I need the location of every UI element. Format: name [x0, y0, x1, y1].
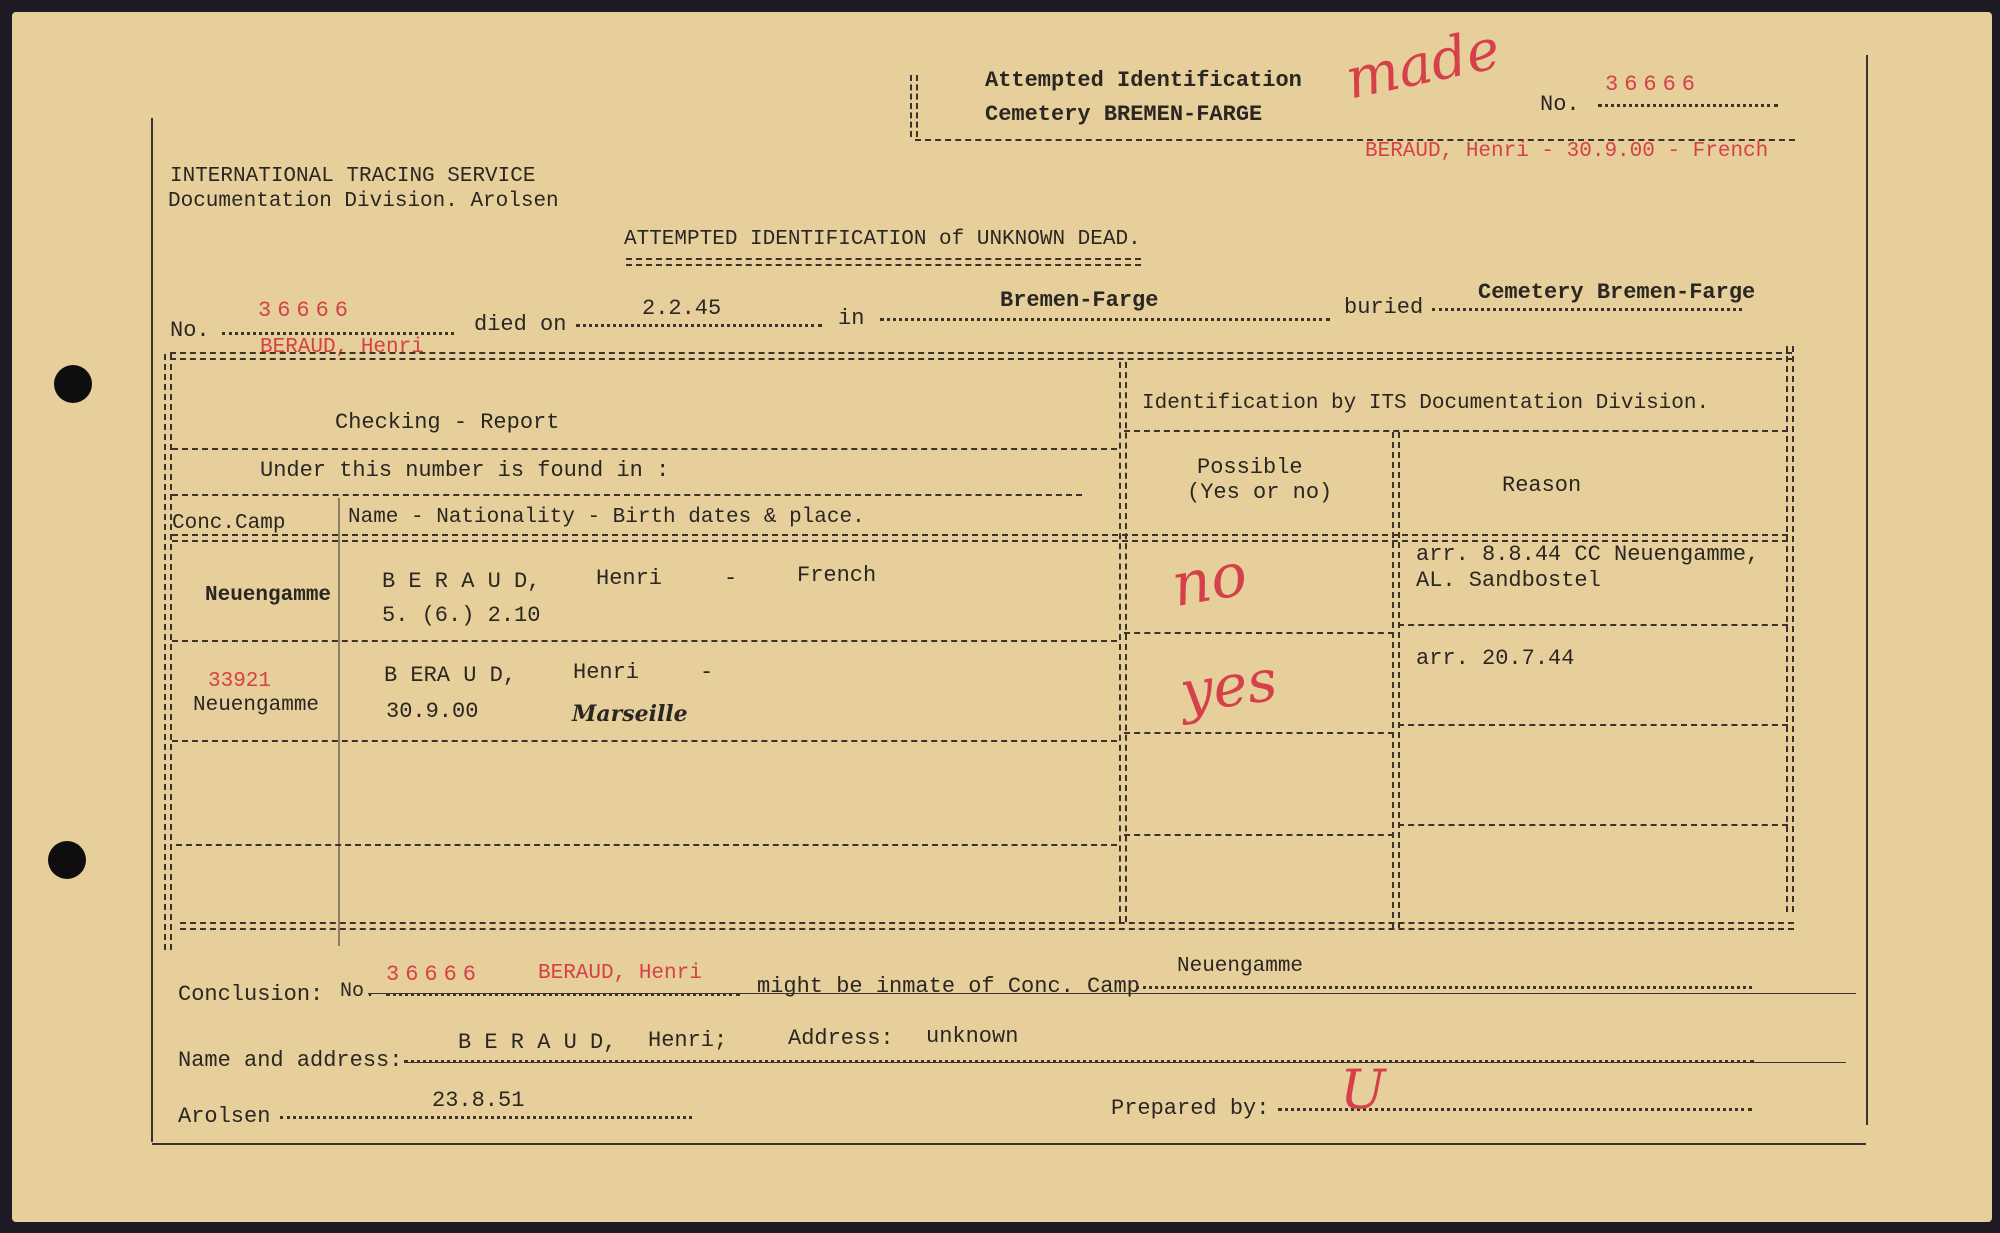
- table-top-border: [170, 352, 1792, 360]
- checking-report-header: Checking - Report: [335, 410, 560, 435]
- address-value: unknown: [926, 1024, 1019, 1049]
- in-label: in: [838, 306, 865, 331]
- under-number-line: [172, 494, 1082, 496]
- buried-dots: [1432, 308, 1742, 311]
- row1-reason-1: arr. 8.8.44 CC Neuengamme,: [1416, 542, 1760, 567]
- name-address-first: Henri;: [648, 1028, 728, 1053]
- header-no-value: 36666: [1605, 72, 1702, 97]
- address-label: Address:: [788, 1026, 894, 1051]
- buried-label: buried: [1344, 295, 1424, 320]
- row1-possible: no: [1166, 539, 1253, 621]
- prepared-by-initial: U: [1340, 1058, 1386, 1121]
- row1-camp: Neuengamme: [205, 584, 332, 607]
- header-subject-line: BERAUD, Henri - 30.9.00 - French: [1365, 140, 1769, 163]
- handwritten-mark: made: [1339, 16, 1506, 113]
- row2-reason-bottom-line: [1398, 724, 1788, 726]
- stamp-line-2: Cemetery BREMEN-FARGE: [985, 102, 1263, 127]
- column-header-line: [172, 534, 1788, 542]
- in-value: Bremen-Farge: [1000, 288, 1159, 313]
- name-address-name: B E R A U D,: [458, 1030, 617, 1055]
- row1-reason-2: AL. Sandbostel: [1416, 568, 1601, 593]
- conclusion-no-label: No.: [340, 980, 377, 1003]
- row2-camp-number: 33921: [208, 670, 272, 693]
- row1-first-name: Henri: [596, 566, 663, 591]
- table-camp-divider: [338, 498, 340, 946]
- died-on-label: died on: [474, 312, 567, 337]
- card-bottom-border: [152, 1143, 1866, 1145]
- record-no-dots: [222, 332, 454, 335]
- in-dots: [880, 318, 1330, 321]
- name-header: Name - Nationality - Birth dates & place.: [348, 506, 865, 529]
- conclusion-camp-dots: [1136, 986, 1752, 989]
- record-name: BERAUD, Henri: [260, 336, 424, 359]
- table-center-divider: [1119, 362, 1127, 922]
- row2-first-name: Henri: [573, 660, 640, 685]
- footer-place: Arolsen: [178, 1104, 271, 1129]
- row2-birth: 30.9.00: [386, 699, 479, 724]
- conc-camp-header: Conc.Camp: [172, 512, 286, 535]
- card-right-border: [1866, 55, 1868, 1125]
- table-reason-divider: [1392, 432, 1400, 928]
- row2-bottom-line: [172, 740, 1117, 742]
- row2-possible: yes: [1175, 645, 1282, 727]
- org-line-1: INTERNATIONAL TRACING SERVICE: [170, 165, 536, 188]
- row2-dash: -: [700, 660, 714, 685]
- row2-place: Marseille: [572, 701, 688, 727]
- buried-value: Cemetery Bremen-Farge: [1478, 280, 1756, 305]
- org-line-2: Documentation Division. Arolsen: [168, 190, 559, 213]
- row1-dash: -: [724, 566, 738, 591]
- row2-camp: Neuengamme: [193, 694, 320, 717]
- identification-header-line: [1124, 430, 1788, 432]
- conclusion-name: BERAUD, Henri: [538, 962, 702, 985]
- row1-nationality: French: [797, 563, 877, 588]
- record-no-value: 36666: [258, 298, 355, 323]
- stamp-box-left: [910, 75, 918, 137]
- stamp-line-1: Attempted Identification: [985, 68, 1302, 93]
- row2-name: B ERA U D,: [384, 663, 517, 688]
- row3-bottom-line: [176, 844, 1117, 846]
- possible-header-1: Possible: [1197, 455, 1303, 480]
- card-left-border: [151, 118, 153, 1142]
- row1-possible-bottom-line: [1124, 632, 1394, 634]
- page-title: ATTEMPTED IDENTIFICATION of UNKNOWN DEAD.: [624, 228, 1141, 251]
- died-on-value: 2.2.45: [642, 296, 722, 321]
- possible-header-2: (Yes or no): [1187, 480, 1333, 505]
- header-no-label: No.: [1540, 92, 1580, 117]
- died-on-dots: [576, 324, 822, 327]
- conclusion-label: Conclusion:: [178, 982, 324, 1007]
- punch-hole-bottom: [48, 841, 86, 879]
- punch-hole-top: [54, 365, 92, 403]
- prepared-by-label: Prepared by:: [1111, 1096, 1270, 1121]
- footer-date: 23.8.51: [432, 1088, 525, 1113]
- checking-report-line: [172, 448, 1117, 450]
- header-no-dots: [1598, 104, 1778, 107]
- row1-bottom-line: [172, 640, 1117, 642]
- footer-date-dots: [280, 1116, 692, 1119]
- conclusion-underline: [368, 993, 1856, 994]
- conclusion-no-value: 36666: [386, 962, 483, 987]
- row1-reason-bottom-line: [1398, 624, 1788, 626]
- conclusion-camp: Neuengamme: [1177, 955, 1304, 978]
- reason-header: Reason: [1502, 473, 1582, 498]
- name-address-underline: [404, 1062, 1846, 1063]
- row1-name: B E R A U D,: [382, 569, 541, 594]
- row1-birth: 5. (6.) 2.10: [382, 603, 541, 628]
- table-left-border: [164, 354, 172, 950]
- row2-possible-bottom-line: [1124, 732, 1394, 734]
- row3-reason-bottom-line: [1398, 824, 1788, 826]
- table-bottom-border: [180, 922, 1794, 930]
- conclusion-might-be: might be inmate of Conc. Camp: [757, 974, 1140, 999]
- record-no-label: No.: [170, 318, 210, 343]
- row2-reason-1: arr. 20.7.44: [1416, 646, 1575, 671]
- row3-possible-bottom-line: [1124, 834, 1394, 836]
- under-number-label: Under this number is found in :: [260, 458, 670, 483]
- title-underline: [626, 258, 1141, 266]
- name-address-label: Name and address:: [178, 1048, 403, 1073]
- identification-header: Identification by ITS Documentation Division.: [1142, 392, 1710, 415]
